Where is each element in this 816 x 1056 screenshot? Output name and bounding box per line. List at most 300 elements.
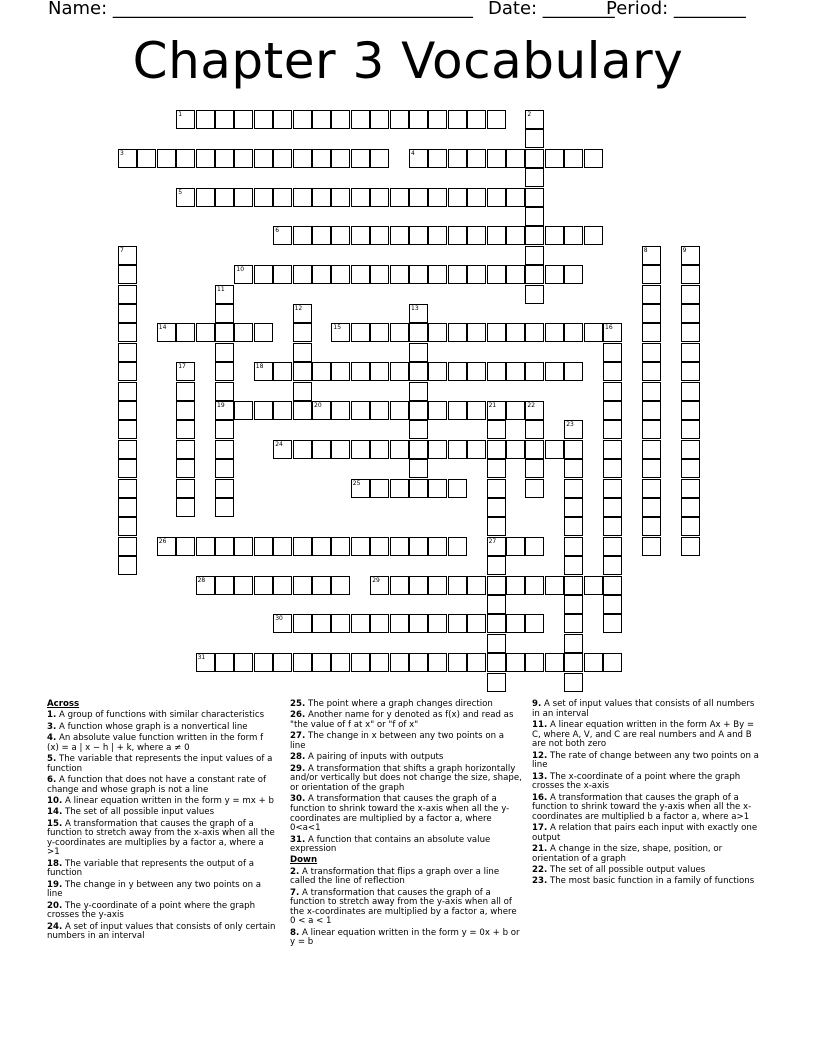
grid-cell[interactable] xyxy=(448,537,467,556)
grid-cell[interactable] xyxy=(642,285,661,304)
grid-cell[interactable] xyxy=(176,149,195,168)
grid-cell[interactable] xyxy=(331,576,350,595)
grid-cell[interactable] xyxy=(390,614,409,633)
grid-cell[interactable] xyxy=(564,323,583,342)
grid-cell[interactable] xyxy=(312,188,331,207)
date-field[interactable]: Date: ________ xyxy=(488,0,615,19)
grid-cell[interactable] xyxy=(331,226,350,245)
grid-cell[interactable] xyxy=(428,323,447,342)
grid-cell[interactable] xyxy=(487,673,506,692)
grid-cell[interactable] xyxy=(487,556,506,575)
grid-cell[interactable] xyxy=(642,498,661,517)
grid-cell[interactable] xyxy=(564,556,583,575)
grid-cell[interactable] xyxy=(196,149,215,168)
grid-cell[interactable] xyxy=(428,362,447,381)
grid-cell[interactable] xyxy=(312,226,331,245)
grid-cell[interactable] xyxy=(137,149,156,168)
grid-cell[interactable] xyxy=(584,226,603,245)
grid-cell[interactable] xyxy=(234,149,253,168)
grid-cell[interactable] xyxy=(681,479,700,498)
grid-cell[interactable] xyxy=(409,440,428,459)
grid-cell[interactable] xyxy=(603,517,622,536)
grid-cell[interactable] xyxy=(118,517,137,536)
grid-cell[interactable] xyxy=(215,382,234,401)
grid-cell[interactable] xyxy=(448,188,467,207)
grid-cell[interactable] xyxy=(273,188,292,207)
grid-cell[interactable] xyxy=(312,614,331,633)
grid-cell[interactable] xyxy=(118,556,137,575)
grid-cell[interactable] xyxy=(642,420,661,439)
grid-cell[interactable] xyxy=(467,576,486,595)
grid-cell[interactable] xyxy=(603,382,622,401)
grid-cell[interactable] xyxy=(293,401,312,420)
grid-cell[interactable] xyxy=(118,382,137,401)
grid-cell[interactable] xyxy=(273,226,292,245)
grid-cell[interactable] xyxy=(525,110,544,129)
grid-cell[interactable] xyxy=(564,595,583,614)
grid-cell[interactable] xyxy=(370,149,389,168)
grid-cell[interactable] xyxy=(448,440,467,459)
grid-cell[interactable] xyxy=(409,304,428,323)
grid-cell[interactable] xyxy=(118,343,137,362)
grid-cell[interactable] xyxy=(351,323,370,342)
grid-cell[interactable] xyxy=(525,207,544,226)
grid-cell[interactable] xyxy=(331,188,350,207)
grid-cell[interactable] xyxy=(215,343,234,362)
grid-cell[interactable] xyxy=(331,110,350,129)
grid-cell[interactable] xyxy=(234,653,253,672)
grid-cell[interactable] xyxy=(506,149,525,168)
grid-cell[interactable] xyxy=(254,576,273,595)
grid-cell[interactable] xyxy=(603,323,622,342)
grid-cell[interactable] xyxy=(409,149,428,168)
grid-cell[interactable] xyxy=(487,188,506,207)
grid-cell[interactable] xyxy=(603,362,622,381)
grid-cell[interactable] xyxy=(448,265,467,284)
grid-cell[interactable] xyxy=(564,653,583,672)
grid-cell[interactable] xyxy=(525,168,544,187)
grid-cell[interactable] xyxy=(409,382,428,401)
grid-cell[interactable] xyxy=(564,420,583,439)
grid-cell[interactable] xyxy=(603,440,622,459)
grid-cell[interactable] xyxy=(118,440,137,459)
grid-cell[interactable] xyxy=(642,517,661,536)
grid-cell[interactable] xyxy=(196,537,215,556)
grid-cell[interactable] xyxy=(642,537,661,556)
grid-cell[interactable] xyxy=(564,149,583,168)
grid-cell[interactable] xyxy=(273,440,292,459)
grid-cell[interactable] xyxy=(428,479,447,498)
grid-cell[interactable] xyxy=(312,401,331,420)
grid-cell[interactable] xyxy=(564,673,583,692)
grid-cell[interactable] xyxy=(584,576,603,595)
grid-cell[interactable] xyxy=(312,653,331,672)
grid-cell[interactable] xyxy=(681,440,700,459)
grid-cell[interactable] xyxy=(234,323,253,342)
grid-cell[interactable] xyxy=(234,537,253,556)
grid-cell[interactable] xyxy=(409,323,428,342)
grid-cell[interactable] xyxy=(351,537,370,556)
grid-cell[interactable] xyxy=(118,537,137,556)
grid-cell[interactable] xyxy=(487,226,506,245)
grid-cell[interactable] xyxy=(254,149,273,168)
grid-cell[interactable] xyxy=(681,285,700,304)
grid-cell[interactable] xyxy=(409,110,428,129)
grid-cell[interactable] xyxy=(564,265,583,284)
grid-cell[interactable] xyxy=(293,265,312,284)
grid-cell[interactable] xyxy=(467,401,486,420)
grid-cell[interactable] xyxy=(370,110,389,129)
grid-cell[interactable] xyxy=(196,653,215,672)
grid-cell[interactable] xyxy=(176,498,195,517)
grid-cell[interactable] xyxy=(370,362,389,381)
grid-cell[interactable] xyxy=(642,459,661,478)
grid-cell[interactable] xyxy=(545,362,564,381)
grid-cell[interactable] xyxy=(409,653,428,672)
grid-cell[interactable] xyxy=(312,149,331,168)
grid-cell[interactable] xyxy=(467,362,486,381)
grid-cell[interactable] xyxy=(564,226,583,245)
grid-cell[interactable] xyxy=(467,653,486,672)
grid-cell[interactable] xyxy=(176,440,195,459)
grid-cell[interactable] xyxy=(409,265,428,284)
grid-cell[interactable] xyxy=(428,265,447,284)
grid-cell[interactable] xyxy=(409,614,428,633)
grid-cell[interactable] xyxy=(525,226,544,245)
grid-cell[interactable] xyxy=(215,420,234,439)
grid-cell[interactable] xyxy=(351,401,370,420)
grid-cell[interactable] xyxy=(487,517,506,536)
grid-cell[interactable] xyxy=(487,110,506,129)
grid-cell[interactable] xyxy=(506,537,525,556)
grid-cell[interactable] xyxy=(603,401,622,420)
grid-cell[interactable] xyxy=(254,401,273,420)
grid-cell[interactable] xyxy=(525,537,544,556)
grid-cell[interactable] xyxy=(564,479,583,498)
grid-cell[interactable] xyxy=(428,110,447,129)
grid-cell[interactable] xyxy=(525,420,544,439)
grid-cell[interactable] xyxy=(409,362,428,381)
grid-cell[interactable] xyxy=(642,265,661,284)
grid-cell[interactable] xyxy=(681,343,700,362)
grid-cell[interactable] xyxy=(409,479,428,498)
grid-cell[interactable] xyxy=(215,285,234,304)
grid-cell[interactable] xyxy=(215,188,234,207)
grid-cell[interactable] xyxy=(157,537,176,556)
grid-cell[interactable] xyxy=(118,459,137,478)
grid-cell[interactable] xyxy=(215,498,234,517)
grid-cell[interactable] xyxy=(545,149,564,168)
grid-cell[interactable] xyxy=(390,576,409,595)
name-field[interactable]: Name: ________________________________________ xyxy=(48,0,473,19)
grid-cell[interactable] xyxy=(215,653,234,672)
grid-cell[interactable] xyxy=(584,323,603,342)
grid-cell[interactable] xyxy=(448,576,467,595)
grid-cell[interactable] xyxy=(506,440,525,459)
grid-cell[interactable] xyxy=(681,246,700,265)
grid-cell[interactable] xyxy=(176,459,195,478)
grid-cell[interactable] xyxy=(118,401,137,420)
grid-cell[interactable] xyxy=(390,440,409,459)
grid-cell[interactable] xyxy=(525,246,544,265)
grid-cell[interactable] xyxy=(254,110,273,129)
grid-cell[interactable] xyxy=(293,653,312,672)
grid-cell[interactable] xyxy=(409,226,428,245)
grid-cell[interactable] xyxy=(331,401,350,420)
grid-cell[interactable] xyxy=(254,362,273,381)
grid-cell[interactable] xyxy=(118,304,137,323)
grid-cell[interactable] xyxy=(545,226,564,245)
grid-cell[interactable] xyxy=(448,653,467,672)
grid-cell[interactable] xyxy=(351,440,370,459)
grid-cell[interactable] xyxy=(448,401,467,420)
grid-cell[interactable] xyxy=(390,323,409,342)
grid-cell[interactable] xyxy=(312,576,331,595)
grid-cell[interactable] xyxy=(603,576,622,595)
grid-cell[interactable] xyxy=(390,479,409,498)
grid-cell[interactable] xyxy=(525,265,544,284)
grid-cell[interactable] xyxy=(390,362,409,381)
grid-cell[interactable] xyxy=(428,576,447,595)
grid-cell[interactable] xyxy=(215,362,234,381)
grid-cell[interactable] xyxy=(525,323,544,342)
grid-cell[interactable] xyxy=(487,440,506,459)
grid-cell[interactable] xyxy=(273,537,292,556)
grid-cell[interactable] xyxy=(390,110,409,129)
grid-cell[interactable] xyxy=(293,614,312,633)
grid-cell[interactable] xyxy=(448,149,467,168)
grid-cell[interactable] xyxy=(196,576,215,595)
grid-cell[interactable] xyxy=(409,420,428,439)
grid-cell[interactable] xyxy=(564,498,583,517)
grid-cell[interactable] xyxy=(370,653,389,672)
grid-cell[interactable] xyxy=(351,226,370,245)
grid-cell[interactable] xyxy=(448,226,467,245)
grid-cell[interactable] xyxy=(428,614,447,633)
grid-cell[interactable] xyxy=(234,188,253,207)
grid-cell[interactable] xyxy=(681,382,700,401)
grid-cell[interactable] xyxy=(293,440,312,459)
grid-cell[interactable] xyxy=(506,265,525,284)
grid-cell[interactable] xyxy=(467,440,486,459)
grid-cell[interactable] xyxy=(176,110,195,129)
grid-cell[interactable] xyxy=(525,188,544,207)
grid-cell[interactable] xyxy=(293,304,312,323)
grid-cell[interactable] xyxy=(370,440,389,459)
grid-cell[interactable] xyxy=(390,188,409,207)
grid-cell[interactable] xyxy=(254,188,273,207)
grid-cell[interactable] xyxy=(118,420,137,439)
grid-cell[interactable] xyxy=(467,110,486,129)
grid-cell[interactable] xyxy=(234,401,253,420)
grid-cell[interactable] xyxy=(176,420,195,439)
grid-cell[interactable] xyxy=(409,188,428,207)
grid-cell[interactable] xyxy=(409,537,428,556)
grid-cell[interactable] xyxy=(351,614,370,633)
grid-cell[interactable] xyxy=(487,401,506,420)
grid-cell[interactable] xyxy=(293,188,312,207)
grid-cell[interactable] xyxy=(603,614,622,633)
grid-cell[interactable] xyxy=(428,401,447,420)
grid-cell[interactable] xyxy=(370,226,389,245)
grid-cell[interactable] xyxy=(215,537,234,556)
grid-cell[interactable] xyxy=(312,362,331,381)
grid-cell[interactable] xyxy=(681,537,700,556)
grid-cell[interactable] xyxy=(351,149,370,168)
grid-cell[interactable] xyxy=(293,343,312,362)
grid-cell[interactable] xyxy=(467,226,486,245)
grid-cell[interactable] xyxy=(642,343,661,362)
grid-cell[interactable] xyxy=(176,382,195,401)
grid-cell[interactable] xyxy=(390,265,409,284)
grid-cell[interactable] xyxy=(254,323,273,342)
grid-cell[interactable] xyxy=(351,265,370,284)
grid-cell[interactable] xyxy=(428,149,447,168)
grid-cell[interactable] xyxy=(176,362,195,381)
grid-cell[interactable] xyxy=(506,614,525,633)
grid-cell[interactable] xyxy=(293,323,312,342)
grid-cell[interactable] xyxy=(390,537,409,556)
grid-cell[interactable] xyxy=(293,110,312,129)
grid-cell[interactable] xyxy=(234,576,253,595)
grid-cell[interactable] xyxy=(642,304,661,323)
grid-cell[interactable] xyxy=(584,653,603,672)
grid-cell[interactable] xyxy=(428,537,447,556)
grid-cell[interactable] xyxy=(525,653,544,672)
grid-cell[interactable] xyxy=(603,420,622,439)
grid-cell[interactable] xyxy=(273,576,292,595)
grid-cell[interactable] xyxy=(312,265,331,284)
grid-cell[interactable] xyxy=(157,323,176,342)
grid-cell[interactable] xyxy=(196,188,215,207)
grid-cell[interactable] xyxy=(157,149,176,168)
grid-cell[interactable] xyxy=(487,362,506,381)
grid-cell[interactable] xyxy=(681,459,700,478)
grid-cell[interactable] xyxy=(545,653,564,672)
grid-cell[interactable] xyxy=(448,614,467,633)
grid-cell[interactable] xyxy=(642,323,661,342)
grid-cell[interactable] xyxy=(525,149,544,168)
grid-cell[interactable] xyxy=(118,479,137,498)
grid-cell[interactable] xyxy=(196,110,215,129)
grid-cell[interactable] xyxy=(681,401,700,420)
grid-cell[interactable] xyxy=(254,265,273,284)
grid-cell[interactable] xyxy=(603,459,622,478)
grid-cell[interactable] xyxy=(312,537,331,556)
grid-cell[interactable] xyxy=(273,401,292,420)
grid-cell[interactable] xyxy=(351,653,370,672)
grid-cell[interactable] xyxy=(118,285,137,304)
grid-cell[interactable] xyxy=(642,246,661,265)
grid-cell[interactable] xyxy=(642,479,661,498)
grid-cell[interactable] xyxy=(273,614,292,633)
grid-cell[interactable] xyxy=(681,304,700,323)
grid-cell[interactable] xyxy=(564,576,583,595)
grid-cell[interactable] xyxy=(215,479,234,498)
grid-cell[interactable] xyxy=(603,498,622,517)
grid-cell[interactable] xyxy=(215,304,234,323)
grid-cell[interactable] xyxy=(370,265,389,284)
grid-cell[interactable] xyxy=(584,149,603,168)
grid-cell[interactable] xyxy=(196,323,215,342)
grid-cell[interactable] xyxy=(681,420,700,439)
grid-cell[interactable] xyxy=(273,653,292,672)
grid-cell[interactable] xyxy=(487,653,506,672)
grid-cell[interactable] xyxy=(564,537,583,556)
grid-cell[interactable] xyxy=(118,265,137,284)
grid-cell[interactable] xyxy=(564,517,583,536)
grid-cell[interactable] xyxy=(215,401,234,420)
grid-cell[interactable] xyxy=(564,459,583,478)
grid-cell[interactable] xyxy=(545,265,564,284)
grid-cell[interactable] xyxy=(312,110,331,129)
grid-cell[interactable] xyxy=(293,576,312,595)
grid-cell[interactable] xyxy=(564,362,583,381)
grid-cell[interactable] xyxy=(215,576,234,595)
grid-cell[interactable] xyxy=(642,440,661,459)
grid-cell[interactable] xyxy=(254,537,273,556)
grid-cell[interactable] xyxy=(545,440,564,459)
grid-cell[interactable] xyxy=(487,479,506,498)
grid-cell[interactable] xyxy=(331,265,350,284)
grid-cell[interactable] xyxy=(428,226,447,245)
grid-cell[interactable] xyxy=(331,614,350,633)
grid-cell[interactable] xyxy=(293,382,312,401)
grid-cell[interactable] xyxy=(525,576,544,595)
grid-cell[interactable] xyxy=(448,362,467,381)
grid-cell[interactable] xyxy=(215,440,234,459)
grid-cell[interactable] xyxy=(370,401,389,420)
grid-cell[interactable] xyxy=(118,323,137,342)
grid-cell[interactable] xyxy=(118,149,137,168)
grid-cell[interactable] xyxy=(312,440,331,459)
grid-cell[interactable] xyxy=(545,576,564,595)
grid-cell[interactable] xyxy=(506,226,525,245)
grid-cell[interactable] xyxy=(487,537,506,556)
grid-cell[interactable] xyxy=(293,149,312,168)
grid-cell[interactable] xyxy=(525,479,544,498)
grid-cell[interactable] xyxy=(487,420,506,439)
grid-cell[interactable] xyxy=(234,110,253,129)
grid-cell[interactable] xyxy=(176,188,195,207)
grid-cell[interactable] xyxy=(331,653,350,672)
grid-cell[interactable] xyxy=(506,188,525,207)
grid-cell[interactable] xyxy=(409,343,428,362)
grid-cell[interactable] xyxy=(642,362,661,381)
grid-cell[interactable] xyxy=(351,110,370,129)
grid-cell[interactable] xyxy=(176,537,195,556)
grid-cell[interactable] xyxy=(176,323,195,342)
grid-cell[interactable] xyxy=(642,382,661,401)
grid-cell[interactable] xyxy=(487,149,506,168)
grid-cell[interactable] xyxy=(564,440,583,459)
grid-cell[interactable] xyxy=(506,576,525,595)
grid-cell[interactable] xyxy=(331,362,350,381)
grid-cell[interactable] xyxy=(525,401,544,420)
grid-cell[interactable] xyxy=(467,614,486,633)
grid-cell[interactable] xyxy=(681,498,700,517)
grid-cell[interactable] xyxy=(428,188,447,207)
grid-cell[interactable] xyxy=(351,479,370,498)
grid-cell[interactable] xyxy=(293,362,312,381)
grid-cell[interactable] xyxy=(525,459,544,478)
grid-cell[interactable] xyxy=(603,343,622,362)
grid-cell[interactable] xyxy=(370,188,389,207)
grid-cell[interactable] xyxy=(409,459,428,478)
grid-cell[interactable] xyxy=(448,479,467,498)
grid-cell[interactable] xyxy=(525,440,544,459)
grid-cell[interactable] xyxy=(273,362,292,381)
